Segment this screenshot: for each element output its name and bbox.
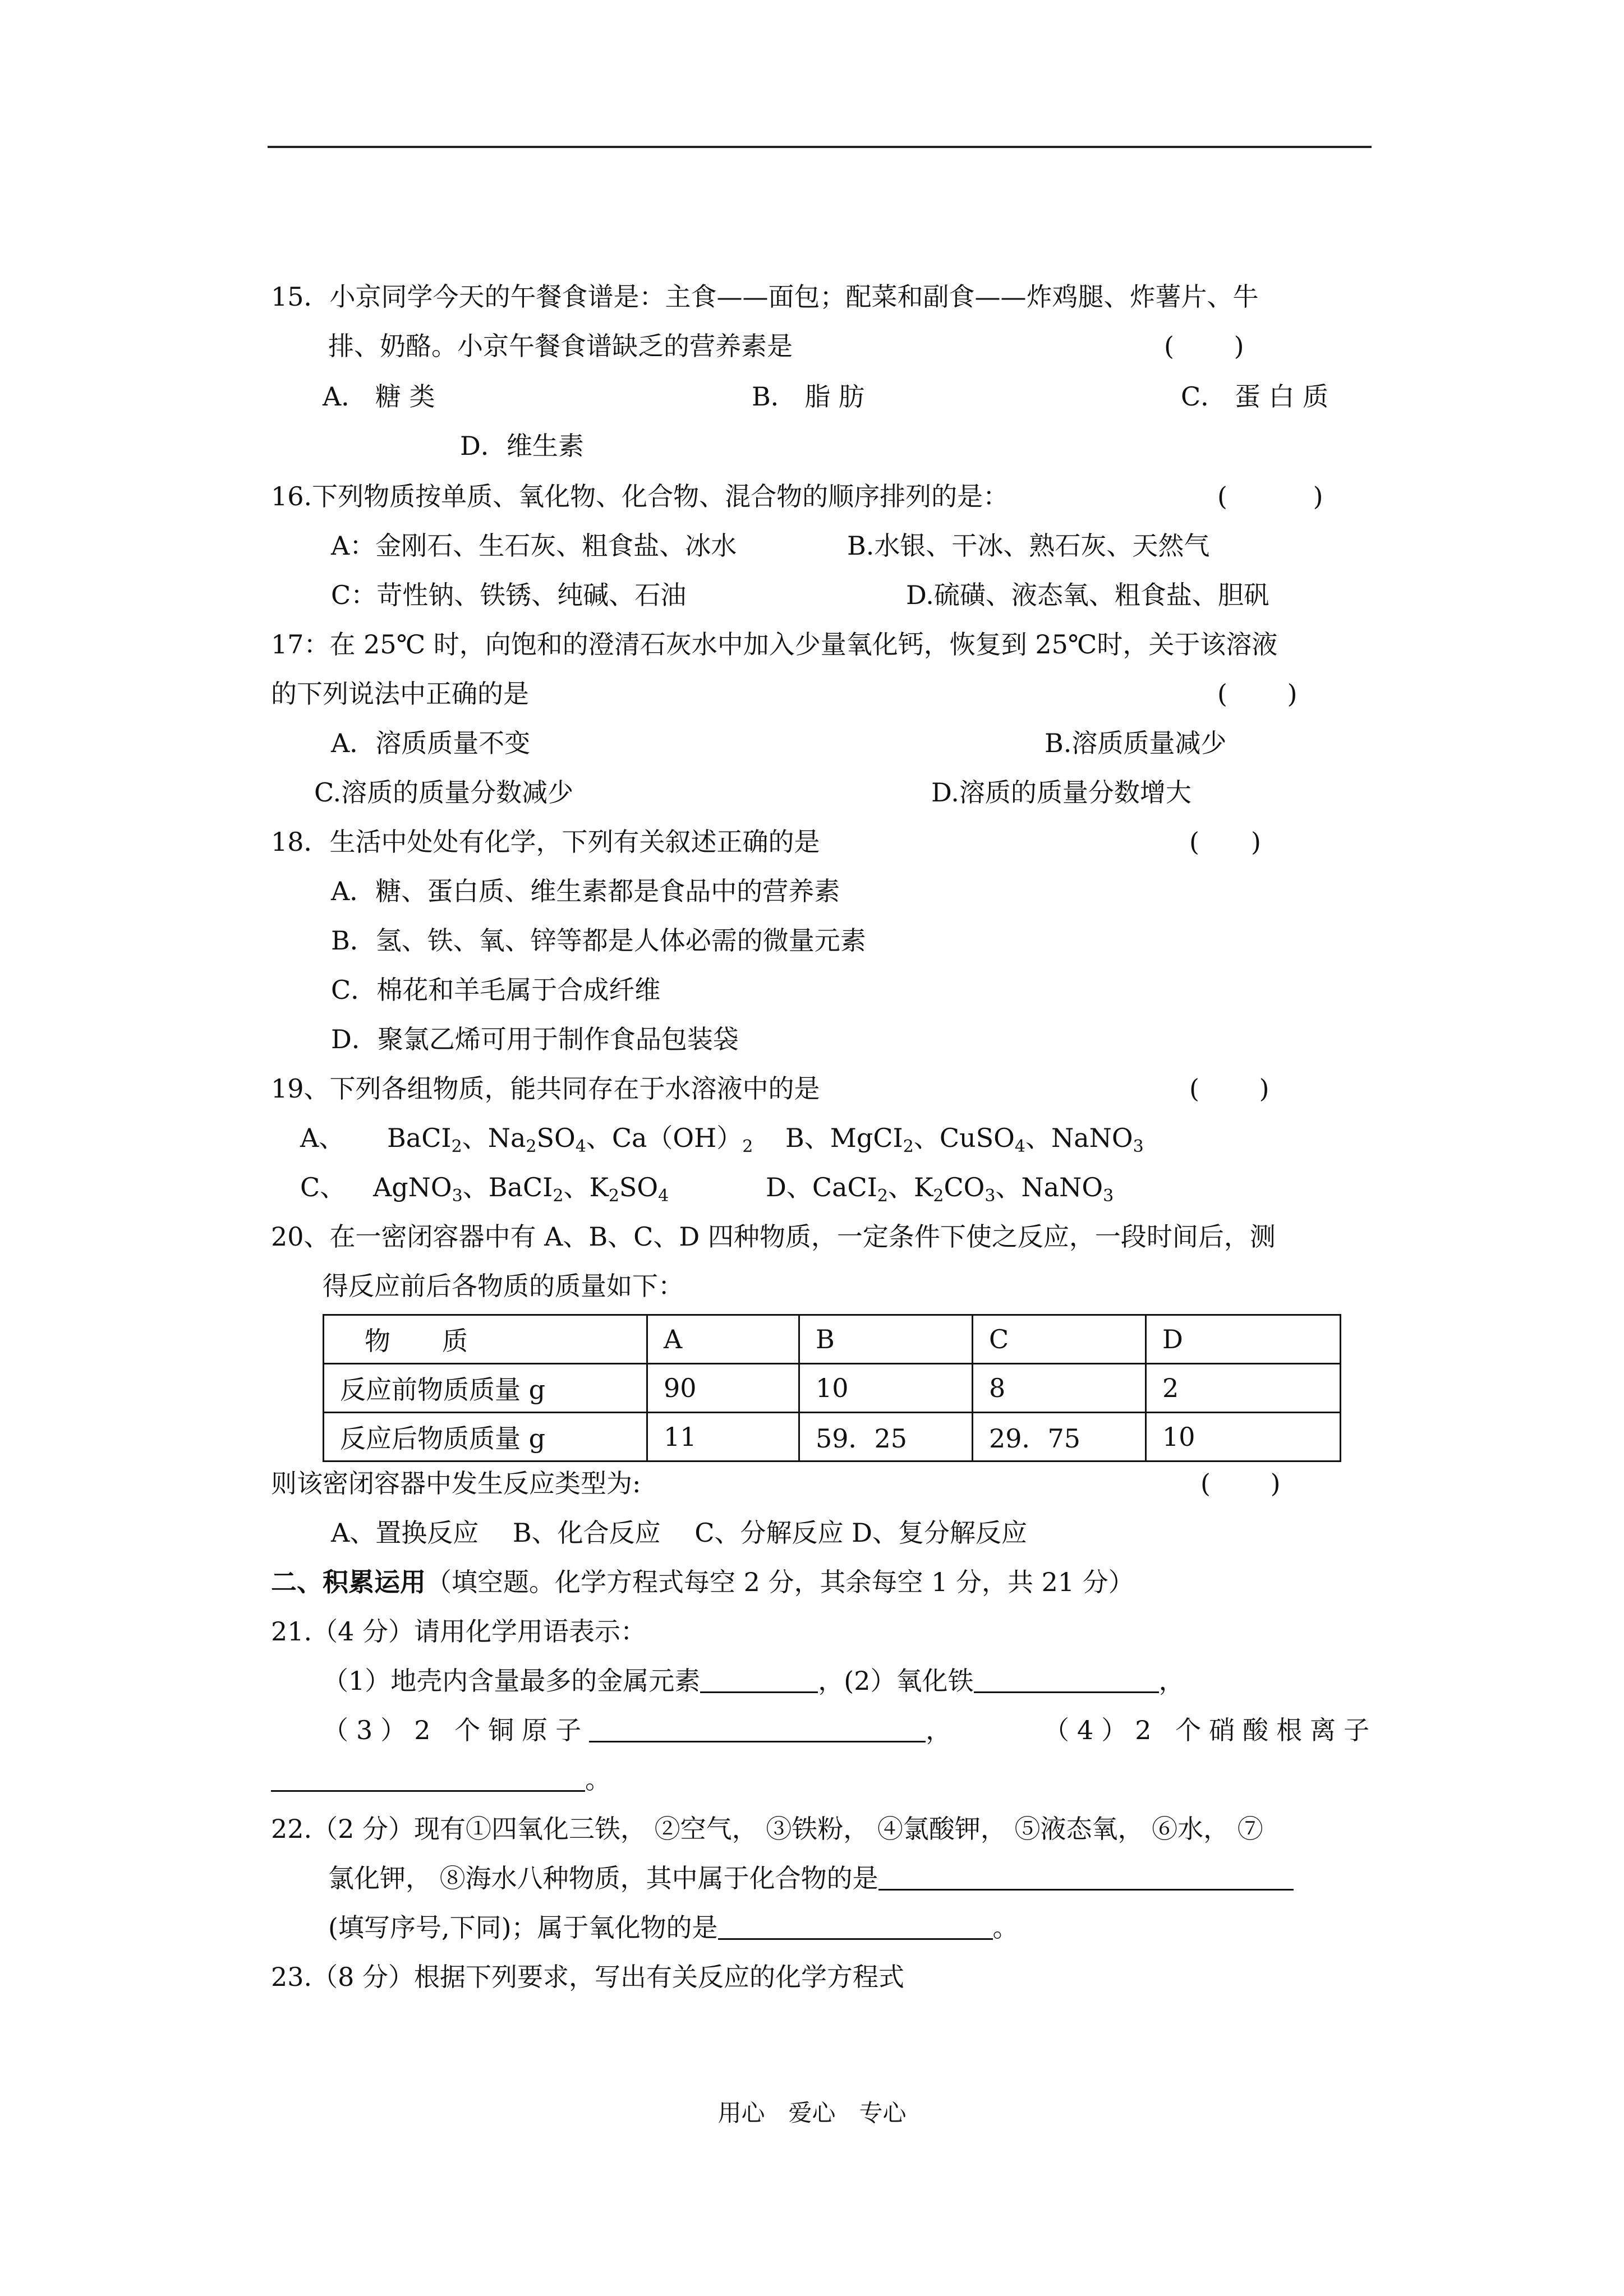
table-cell: 2 <box>1146 1364 1341 1413</box>
table-cell: 8 <box>973 1364 1146 1413</box>
q16-stem: 16.下列物质按单质、氧化物、化合物、混合物的顺序排列的是： <box>271 481 1009 511</box>
q18-option-c: C．棉花和羊毛属于合成纤维 <box>331 975 661 1005</box>
q19-option-a-label: A、 <box>300 1123 345 1153</box>
answer-blank[interactable] <box>700 1667 818 1693</box>
page-footer: 用心 爱心 专心 <box>717 2099 907 2127</box>
q18-paren: ( ) <box>1189 827 1261 857</box>
q20-options: A、置换反应 B、化合反应 C、分解反应 D、复分解反应 <box>331 1518 1027 1548</box>
table-header-cell: B <box>799 1315 973 1364</box>
q17-line1: 17：在 25℃ 时，向饱和的澄清石灰水中加入少量氧化钙，恢复到 25℃时，关于该溶液 <box>271 629 1278 660</box>
section-note: （填空题。化学方程式每空 2 分，其余每空 1 分，共 21 分） <box>426 1567 1134 1597</box>
q22-line1: 22.（2 分）现有①四氧化三铁， ②空气， ③铁粉， ④氯酸钾， ⑤液态氧， ⑥水， ⑦ <box>271 1814 1263 1844</box>
table-cell: 反应前物质质量 g <box>324 1364 647 1413</box>
q16-option-a: A：金刚石、生石灰、粗食盐、冰水 <box>331 531 737 561</box>
q21-line1: （1）地壳内含量最多的金属元素 ，(2）氧化铁 ， <box>323 1666 1185 1696</box>
answer-blank[interactable] <box>974 1667 1159 1693</box>
q15-option-b: B． 脂 肪 <box>752 381 865 412</box>
q15-line2: 排、奶酪。小京午餐食谱缺乏的营养素是 <box>328 331 793 361</box>
q17-line2: 的下列说法中正确的是 <box>271 679 529 709</box>
q17-option-c: C.溶质的质量分数减少 <box>314 777 574 808</box>
q21-line3: 。 <box>271 1763 611 1796</box>
table-cell: 29．75 <box>973 1413 1146 1461</box>
q18-option-d: D．聚氯乙烯可用于制作食品包装袋 <box>331 1024 739 1054</box>
q22-line2: 氯化钾， ⑧海水八种物质，其中属于化合物的是 <box>328 1862 1294 1894</box>
q15-option-c: C． 蛋 白 质 <box>1181 381 1329 412</box>
q20-paren: ( ) <box>1200 1468 1281 1499</box>
q19-option-d: D、CaCI$_2$、$K_2CO_3$、NaNO$_3$ <box>766 1172 1114 1206</box>
q15-option-d: D．维生素 <box>460 431 584 461</box>
q18-stem: 18．生活中处处有化学，下列有关叙述正确的是 <box>271 827 820 857</box>
table-cell: 11 <box>647 1413 799 1461</box>
q16-option-d: D.硫磺、液态氧、粗食盐、胆矾 <box>906 580 1269 610</box>
q20-line1: 20、在一密闭容器中有 A、B、C、D 四种物质，一定条件下使之反应，一段时间后，测 <box>271 1221 1276 1252</box>
q18-option-b: B．氢、铁、氧、锌等都是人体必需的微量元素 <box>331 925 866 956</box>
table-header-cell: C <box>973 1315 1146 1364</box>
section-heading <box>271 1566 1134 1598</box>
q20-line2: 得反应前后各物质的质量如下： <box>323 1271 684 1301</box>
table-cell: 90 <box>647 1364 799 1413</box>
table-header-row <box>324 1315 1341 1364</box>
q19-option-c: AgNO$_3$、BaCI$_2$、$K_2SO_4$ <box>373 1172 669 1206</box>
table-row <box>324 1364 1341 1413</box>
q16-paren: ( ) <box>1217 481 1323 511</box>
mass-table <box>323 1314 1341 1462</box>
q15-line1: 15．小京同学今天的午餐食谱是：主食——面包；配菜和副食——炸鸡腿、炸薯片、牛 <box>271 282 1259 312</box>
q19-option-a: BaCI$_2$、$Na_2SO_4$、$Ca(OH)_2$ <box>387 1123 753 1156</box>
table-header-cell: 物 质 <box>324 1315 647 1364</box>
q19-stem: 19、下列各组物质，能共同存在于水溶液中的是 <box>271 1073 820 1104</box>
q21-line2a: （3）2 个铜原子 ， <box>323 1715 960 1745</box>
header-rule <box>268 146 1372 148</box>
q15-paren: ( ) <box>1164 331 1244 361</box>
q19-option-c-label: C、 <box>300 1172 346 1202</box>
table-cell: 反应后物质质量 g <box>324 1413 647 1461</box>
answer-blank[interactable] <box>718 1914 993 1940</box>
q21-line2c: （4）2 个硝酸根离子 <box>1043 1715 1378 1745</box>
table-cell: 10 <box>799 1364 973 1413</box>
answer-blank[interactable] <box>589 1716 926 1742</box>
answer-blank[interactable] <box>271 1765 585 1792</box>
table-header-cell: D <box>1146 1315 1341 1364</box>
q17-option-d: D.溶质的质量分数增大 <box>931 777 1191 808</box>
q20-after: 则该密闭容器中发生反应类型为: <box>271 1468 641 1499</box>
table-cell: 10 <box>1146 1413 1341 1461</box>
q19-option-b: B、MgCI$_2$、CuSO$_4$、NaNO$_3$ <box>785 1123 1144 1156</box>
section-title: 二、积累运用 <box>271 1567 426 1597</box>
q17-option-a: A．溶质质量不变 <box>331 728 531 758</box>
table-row <box>324 1413 1341 1461</box>
q16-option-b: B.水银、干冰、熟石灰、天然气 <box>847 531 1210 561</box>
q19-paren: ( ) <box>1189 1073 1269 1104</box>
q18-option-a: A．糖、蛋白质、维生素都是食品中的营养素 <box>331 876 840 906</box>
q17-option-b: B.溶质质量减少 <box>1045 728 1227 758</box>
q23-stem: 23.（8 分）根据下列要求，写出有关反应的化学方程式 <box>271 1962 905 1992</box>
table-cell: 59．25 <box>799 1413 973 1461</box>
q22-line3: (填写序号,下同)；属于氧化物的是 。 <box>328 1912 1019 1943</box>
q16-option-c: C：苛性钠、铁锈、纯碱、石油 <box>331 580 687 610</box>
table-header-cell: A <box>647 1315 799 1364</box>
answer-blank[interactable] <box>878 1864 1294 1891</box>
q21-stem: 21.（4 分）请用化学用语表示： <box>271 1616 647 1647</box>
q17-paren: ( ) <box>1217 679 1298 709</box>
q15-option-a: A． 糖 类 <box>323 381 435 412</box>
